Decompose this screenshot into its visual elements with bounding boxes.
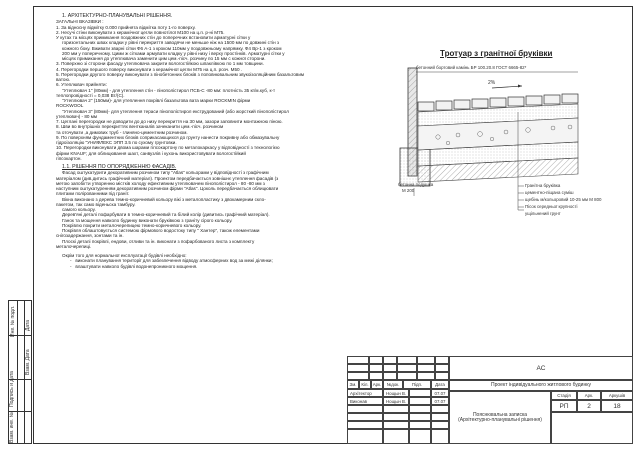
stamp-date: 07.07	[431, 397, 449, 405]
layer-label: щебінь м/кольоровий 10-25 мм М 800	[525, 197, 602, 202]
bottom-item: - виконати планування території для забезпечення відводу атмосферних вод за межі ділянки;	[70, 258, 273, 264]
note-item: та оточувати ,а димових труб - глиняно-цементним розчином.	[56, 129, 188, 135]
general-title: ЗАГАЛЬНІ ВКАЗІВКИ :	[56, 19, 104, 25]
stamp-col-header: Арк.	[372, 382, 382, 387]
stamp-col-header: Дата	[431, 380, 449, 389]
facade-line: снігозадержання, зонтами та ін.	[56, 233, 124, 239]
pad-mark: М 200	[402, 188, 415, 193]
pavement-detail	[388, 40, 602, 230]
facade-line: Дерев'яні деталі пофарбувати в темно-коричневий та білий колір (дивитись графічний матеріал).	[62, 212, 270, 218]
insulation-1-cont: теплопровідності = 0,038 Вт/(С).	[56, 92, 125, 98]
strip-label-date: Дата	[25, 319, 31, 331]
insulation-2: "Утеплювач 2" (150мм)- для утеплення покрівлі базальтова вата марки ROCKMIN фірми	[62, 98, 251, 103]
facade-line: Покрівлю покрити металочерепицею темно-коричневого кольору.	[62, 222, 202, 228]
insulation-2-cont: ROCKWOOL	[56, 103, 84, 109]
facade-line: пакетом, так само віденьска тамбуру.	[56, 201, 136, 207]
strip-label-repl-date: Взам. Дата	[25, 349, 31, 375]
note-item: 9. По поверхням фундаментних блоків соприкасающихся до грунту нанести покривну або обмазувальну	[56, 134, 280, 140]
facade-line: Фасад оштукатурити декоративним розчином типу "Atlas" кольорами у відповідності з графічним	[62, 170, 269, 176]
stamp-sheets: 18	[601, 400, 633, 412]
facade-line: Вікна виконано з дерева темно-коричневий кольору вікі з металопластику з двокамерним скло-	[62, 196, 266, 202]
layer-label: Пісок середньої крупності	[525, 204, 578, 209]
stamp-col-header: №док.	[383, 380, 403, 389]
stamp-person: Нощын В.	[383, 397, 409, 405]
insulation-1: "Утеплювач 1" (80мм) - для утеплення стін - пінополістирол ПСБ-С -80 мм: плотність 35 кг/м.куб, к-т	[62, 87, 276, 93]
note-item: У кутах та місцях примикання поздовжних стін до поперечних встановити арматурні сітки у	[56, 35, 251, 40]
insulation-3-cont: утеплювач) - 80 мм	[56, 113, 98, 119]
facade-title: 1.1. РІШЕННЯ ПО ОПОРЯДЖЕННЮ ФАСАДІВ.	[62, 164, 177, 170]
note-item: фірми KNAUF; для облицювання шахт, санвузлів і кухонь використовувати вологостійкий	[56, 150, 246, 156]
note-item: 8. Шви во внутрішніх перекриттях вентканалів зачеканити цем.-пісч. розчином	[56, 124, 224, 130]
stamp-date: 07.07	[431, 389, 449, 397]
note-item: 3. Поверхню зі сторони фасаду утеплювача закрити вологостійкою шпаклівкою по 1 мм товщини.	[56, 61, 264, 67]
note-item: 7. Цеглані перегородки не доводити до до низу перекриття на 30 мм, зазори заповнити монтажною піною.	[56, 119, 283, 124]
facade-line: Ганок та мощення навколо будинку виконати бруківкою з граніту сірого кольору.	[62, 217, 233, 223]
note-item: 10. Перегородки виконувати двома шарами гіпсокартону по металокаркасу у відповідності з технологією	[56, 145, 280, 151]
facade-line: метою запобігти утворенню містків холоду ефективним утеплювачем пінополістирол - 80 -80 мм з	[56, 180, 265, 186]
stamp-stage: РП	[551, 400, 577, 412]
note-item: кожного боку. Вживати зварні сітки Ф6 А-1 з кроком 110мм у поздовжньому напрямку. Ф4 Вр-1 з кроком	[62, 45, 282, 51]
facade-line: самого кольору.	[62, 207, 96, 212]
stamp-role: Виконав	[347, 397, 383, 405]
stamp-sheet: 2	[577, 400, 601, 412]
stamp-document: Пояснювальна записка (Архітектурно-планувальні рішення)	[449, 391, 551, 444]
note-item: 1. За відносну відмітку 0.000 прийнята відмітка поту 1-го поверху.	[56, 24, 196, 30]
title-block	[347, 356, 633, 444]
facade-line: плитами полірованними під граніт.	[56, 191, 130, 197]
note-item: місцях примикання до утеплювача заменити цим цем.-пісч. розчину по 15 мм с кожної сторони.	[62, 56, 266, 61]
pad-label: бетонна подушка	[398, 182, 434, 187]
note-item: 200 мм у поперечному. Цими ж сітками армувати кладку у рівні низу і верху простінків. Арматурні сітки у	[62, 50, 285, 56]
slope-label: 2%	[488, 80, 496, 86]
insulation-3: "Утеплювач 3" (80мм)- для утеплення тераси пінополістирол екструдований (або жорсткий пінополістирол	[62, 108, 289, 114]
stamp-role: Архітектор	[347, 389, 383, 397]
note-item: 6. Утеплювач прийняти:	[56, 82, 107, 88]
stamp-stage-header: Стадія	[551, 391, 577, 400]
arch-title: 1. АРХІТЕКТУРНО-ПЛАНУВАЛЬНІ РІШЕННЯ.	[62, 13, 173, 19]
bottom-title: Окрім того для нормальної експлуатації будівлі необхідно:	[62, 253, 187, 258]
note-item: гіпсокартон.	[56, 155, 82, 161]
note-item: горизонтальних швах кладки у рівні перекриття заводячи не меньше ніж на 1500 мм по довжині стін з	[62, 40, 280, 46]
stamp-col-header: Зм.	[347, 380, 359, 389]
layer-label: Гранітна бруківка	[525, 183, 561, 188]
strip-label-inv: Инв. № подл.	[10, 305, 16, 337]
stamp-person: Нощын В.	[383, 389, 409, 397]
note-item: 5. Перегородки другого поверху виконувати з пінобетонних блоків з поповнювальним звукоізоляційним базальтовим	[56, 71, 305, 77]
stamp-sheet-header: Арк.	[577, 391, 601, 400]
note-item: 2. Несучі стіни виконувати з керамічної цегли повнотілої М100 на ц.п. р-ні М75.	[56, 29, 225, 35]
stamp-sheets-header: Аркушів	[601, 391, 633, 400]
stamp-col-header: Кіл.	[359, 380, 371, 389]
stamp-code: АС	[449, 356, 633, 380]
notes-column	[56, 14, 386, 269]
note-item: гідроізоляцію "УНИФЛЕКС ЭПП 3.5 по сухому грунтовки.	[56, 140, 177, 145]
layer-label: цементно-піщана суміш	[525, 190, 574, 195]
stamp-project: Проект індивідуального житлового будинку	[449, 380, 633, 391]
binding-strip	[8, 300, 32, 444]
detail-title: Тротуар з гранітної бруківки	[440, 49, 553, 58]
stamp-col-header: Підп.	[403, 380, 431, 389]
facade-line: металочерепиці.	[56, 243, 92, 249]
strip-label-signature: Подпись и дата	[9, 371, 15, 407]
strip-label-replace: Взам. инв. №	[9, 412, 15, 443]
facade-line: Плоскі деталі покрівлі, ендови, отливи та ін. виконати з пофарбованого листа з комплекту	[62, 238, 255, 244]
facade-line: наступним оштукатуренням декоративним розчином фірми "Atlas". Цоколь передбачається облицювати	[56, 186, 279, 191]
facade-line: матеріалом (див.дитись графічний матеріал). Проектом передбачається зовнішнє утеплення фасадів (з	[56, 175, 279, 181]
facade-line: Покрівля облаштовується системою фірмового водостоку типу " Хантер", також елементами	[62, 228, 260, 233]
layer-label: ущільнений грунт	[525, 211, 561, 216]
bottom-item: - влаштувати навколо будівлі водонепроникного мощення.	[70, 263, 198, 269]
curb-label: бетонний бортовий камінь БР 100.20.8 ГОСТ 6665-82*	[416, 65, 527, 70]
note-item: ватою.	[56, 77, 71, 82]
note-item: 4. Перегородки першого поверху виконувати з керамічної цегли М75 на ц.п. розч. М50 .	[56, 66, 243, 72]
